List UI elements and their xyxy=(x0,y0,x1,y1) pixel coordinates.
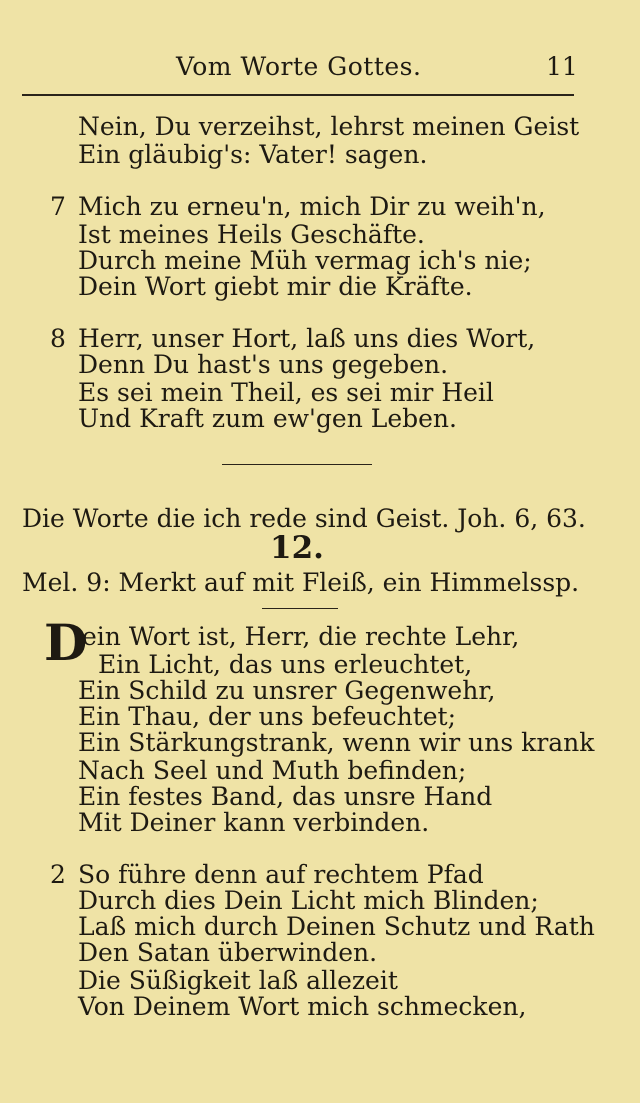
verse-line: Ein Licht, das uns erleuchtet, xyxy=(98,650,473,679)
header-rule xyxy=(22,94,574,96)
epigraph: Die Worte die ich rede sind Geist. Joh. 6, 63. xyxy=(22,504,586,533)
verse-line: Durch meine Müh vermag ich's nie; xyxy=(78,246,532,275)
verse-line: Ein festes Band, das unsre Hand xyxy=(78,782,493,811)
verse-line: Den Satan überwinden. xyxy=(78,938,378,967)
verse-number: 8 xyxy=(50,324,66,353)
verse-number: 7 xyxy=(50,192,66,221)
verse-line: ein Wort ist, Herr, die rechte Lehr, xyxy=(82,622,520,651)
hymn-number: 12. xyxy=(270,530,324,566)
verse-number: 2 xyxy=(50,860,66,889)
verse-line: Dein Wort giebt mir die Kräfte. xyxy=(78,272,473,301)
drop-cap: D xyxy=(44,613,88,672)
verse-line: Denn Du hast's uns gegeben. xyxy=(78,350,449,379)
verse-line: Mit Deiner kann verbinden. xyxy=(78,808,430,837)
verse-line: Ist meines Heils Geschäfte. xyxy=(78,220,425,249)
page-header xyxy=(0,52,640,88)
melody-line: Mel. 9: Merkt auf mit Fleiß, ein Himmelssp. xyxy=(22,568,580,597)
verse-line: So führe denn auf rechtem Pfad xyxy=(78,860,484,889)
verse-line: Nach Seel und Muth befinden; xyxy=(78,756,467,785)
verse-line: Von Deinem Wort mich schmecken, xyxy=(78,992,527,1021)
running-title: Vom Worte Gottes. xyxy=(176,52,422,81)
verse-line: Die Süßigkeit laß allezeit xyxy=(78,966,398,995)
verse-line: Nein, Du verzeihst, lehrst meinen Geist xyxy=(78,112,580,141)
verse-line: Ein gläubig's: Vater! sagen. xyxy=(78,140,428,169)
melody-rule xyxy=(262,608,338,609)
verse-line: Laß mich durch Deinen Schutz und Rath xyxy=(78,912,595,941)
verse-line: Ein Stärkungstrank, wenn wir uns krank xyxy=(78,728,595,757)
verse-line: Es sei mein Theil, es sei mir Heil xyxy=(78,378,494,407)
verse-line: Herr, unser Hort, laß uns dies Wort, xyxy=(78,324,536,353)
verse-line: Durch dies Dein Licht mich Blinden; xyxy=(78,886,539,915)
verse-line: Ein Schild zu unsrer Gegenwehr, xyxy=(78,676,496,705)
section-separator xyxy=(222,464,372,465)
verse-line: Und Kraft zum ew'gen Leben. xyxy=(78,404,457,433)
verse-line: Ein Thau, der uns befeuchtet; xyxy=(78,702,457,731)
verse-line: Mich zu erneu'n, mich Dir zu weih'n, xyxy=(78,192,546,221)
page-number: 11 xyxy=(546,52,578,81)
